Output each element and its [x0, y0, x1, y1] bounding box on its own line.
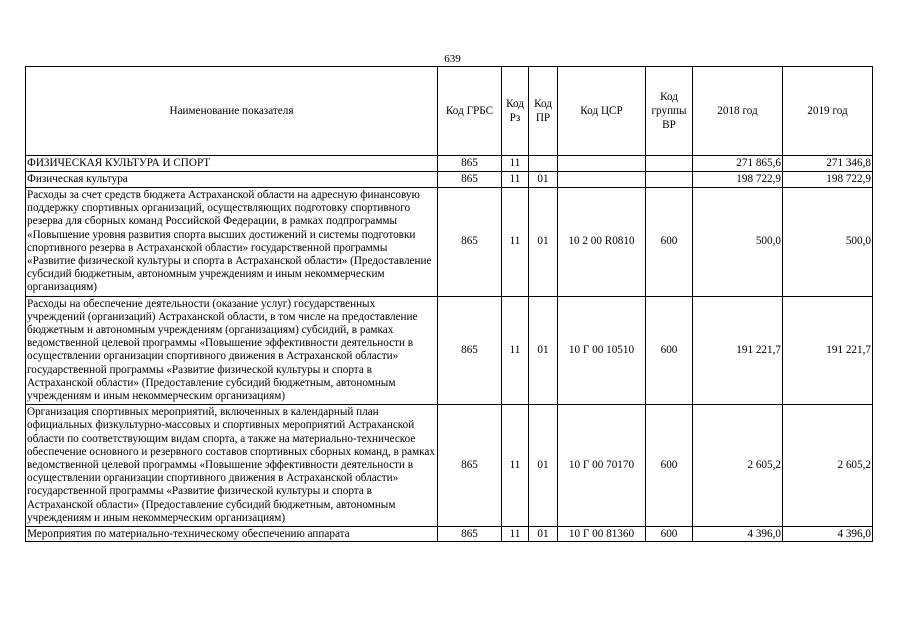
row-grbs: 865	[438, 172, 502, 188]
row-name: Расходы на обеспечение деятельности (оказание услуг) государственных учреждений (организаций) Астраханской области, в том числе на предоставление бюджетным и автономным учреждениям (организациям) субсидий, в рамках ведомственной целевой программы «Повышение эффективности деятельности в осуществлении организации спортивного движения в Астраханской области» государственной программы «Развитие физической культуры и спорта в Астраханской области» (Предоставление субсидий бюджетным, автономным учреждениям и иным некоммерческим организациям)	[26, 296, 438, 405]
row-vr: 600	[646, 405, 693, 527]
table-header-row	[26, 67, 873, 156]
row-grbs: 865	[438, 156, 502, 172]
row-pr: 01	[529, 405, 558, 527]
row-vr: 600	[646, 296, 693, 405]
row-2019: 198 722,9	[783, 172, 873, 188]
row-2019: 271 346,8	[783, 156, 873, 172]
row-name: ФИЗИЧЕСКАЯ КУЛЬТУРА И СПОРТ	[26, 156, 438, 172]
header-vr: Код группы ВР	[646, 67, 693, 156]
row-2018: 191 221,7	[693, 296, 783, 405]
row-2019: 500,0	[783, 188, 873, 297]
row-pr: 01	[529, 296, 558, 405]
header-name: Наименование показателя	[26, 67, 438, 156]
table-row	[26, 188, 873, 297]
row-rz: 11	[502, 172, 529, 188]
row-vr	[646, 172, 693, 188]
row-csr: 10 Г 00 10510	[558, 296, 646, 405]
row-csr: 10 Г 00 70170	[558, 405, 646, 527]
row-2018: 4 396,0	[693, 527, 783, 542]
table-row	[26, 527, 873, 542]
header-2018: 2018 год	[693, 67, 783, 156]
row-2018: 2 605,2	[693, 405, 783, 527]
row-csr	[558, 156, 646, 172]
row-pr: 01	[529, 188, 558, 297]
row-grbs: 865	[438, 188, 502, 297]
row-csr: 10 Г 00 81360	[558, 527, 646, 542]
header-rz: Код Рз	[502, 67, 529, 156]
table-row	[26, 296, 873, 405]
row-pr: 01	[529, 172, 558, 188]
header-csr: Код ЦСР	[558, 67, 646, 156]
row-rz: 11	[502, 405, 529, 527]
budget-table	[25, 66, 873, 542]
row-rz: 11	[502, 156, 529, 172]
table-row	[26, 405, 873, 527]
row-csr	[558, 172, 646, 188]
row-2019: 2 605,2	[783, 405, 873, 527]
row-name: Организация спортивных мероприятий, включенных в календарный план официальных физкультурно-массовых и спортивных мероприятий Астраханской области по соответствующим видам спорта, а также на материально-техническое обеспечение основного и резервного составов спортивных сборных команд, в рамках ведомственной целевой программы «Повышение эффективности деятельности в осуществлении организации спортивного движения в Астраханской области» государственной программы «Развитие физической культуры и спорта в Астраханской области» (Предоставление субсидий бюджетным, автономным учреждениям и иным некоммерческим организациям)	[26, 405, 438, 527]
row-name: Физическая культура	[26, 172, 438, 188]
row-2018: 271 865,6	[693, 156, 783, 172]
table-row	[26, 156, 873, 172]
row-2019: 4 396,0	[783, 527, 873, 542]
row-pr: 01	[529, 527, 558, 542]
row-vr: 600	[646, 188, 693, 297]
table-row	[26, 172, 873, 188]
row-rz: 11	[502, 527, 529, 542]
row-grbs: 865	[438, 527, 502, 542]
header-pr: Код ПР	[529, 67, 558, 156]
row-csr: 10 2 00 R0810	[558, 188, 646, 297]
row-name: Мероприятия по материально-техническому обеспечению аппарата	[26, 527, 438, 542]
row-rz: 11	[502, 188, 529, 297]
page-number: 639	[444, 53, 461, 65]
row-2018: 500,0	[693, 188, 783, 297]
header-2019: 2019 год	[783, 67, 873, 156]
row-grbs: 865	[438, 296, 502, 405]
row-vr	[646, 156, 693, 172]
row-name: Расходы за счет средств бюджета Астраханской области на адресную финансовую поддержку спортивных организаций, осуществляющих подготовку спортивного резерва для сборных команд Российской Федерации, в рамках подпрограммы «Повышение уровня развития спорта высших достижений и системы подготовки спортивного резерва в Астраханской области» государственной программы «Развитие физической культуры и спорта в Астраханской области» (Предоставление субсидий бюджетным, автономным учреждениям и иным некоммерческим организациям)	[26, 188, 438, 297]
header-grbs: Код ГРБС	[438, 67, 502, 156]
row-grbs: 865	[438, 405, 502, 527]
row-2019: 191 221,7	[783, 296, 873, 405]
row-vr: 600	[646, 527, 693, 542]
row-rz: 11	[502, 296, 529, 405]
row-2018: 198 722,9	[693, 172, 783, 188]
row-pr	[529, 156, 558, 172]
